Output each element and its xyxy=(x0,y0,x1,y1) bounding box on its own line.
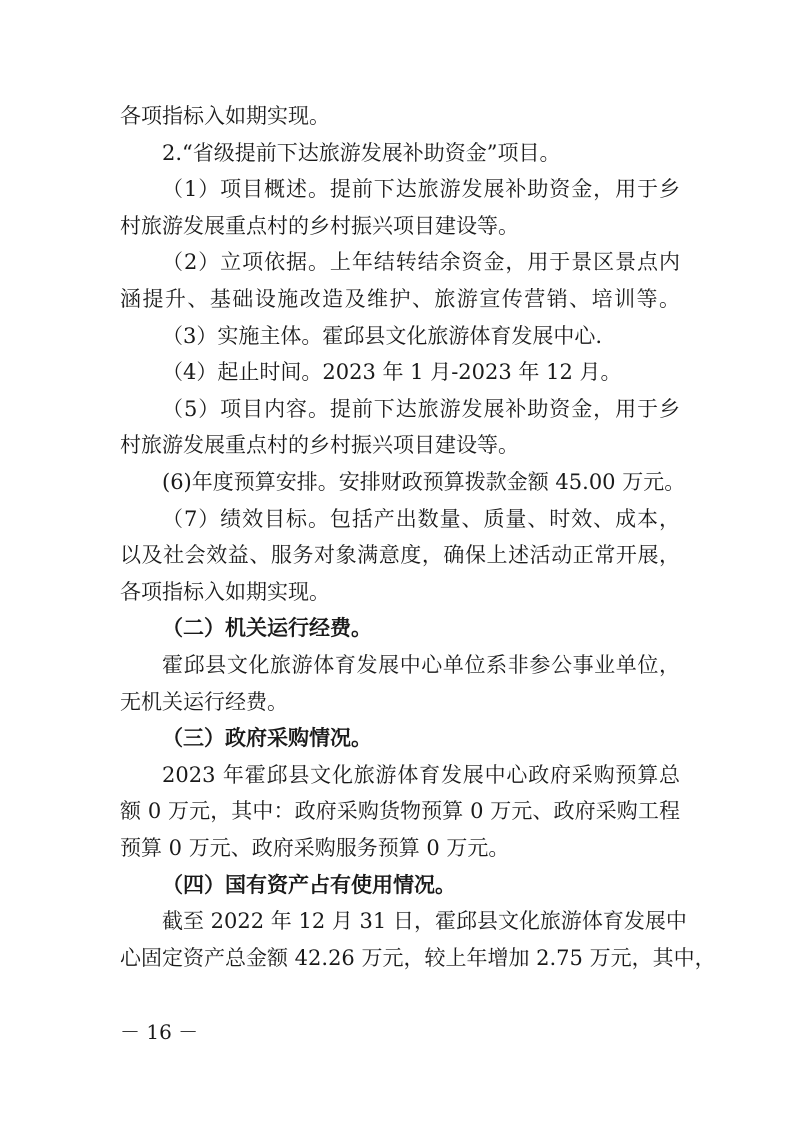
text-line: 截至 2022 年 12 月 31 日，霍邱县文化旅游体育发展中 xyxy=(162,909,687,934)
text-line: 村旅游发展重点村的乡村振兴项目建设等。 xyxy=(120,433,519,458)
text-line: （1）项目概述。提前下达旅游发展补助资金，用于乡 xyxy=(162,177,680,202)
text-line: 霍邱县文化旅游体育发展中心单位系非参公事业单位， xyxy=(162,653,680,677)
text-line: （3）实施主体。霍邱县文化旅游体育发展中心. xyxy=(162,323,603,348)
text-line: 额 0 万元，其中：政府采购货物预算 0 万元、政府采购工程 xyxy=(120,799,680,824)
text-line: 各项指标入如期实现。 xyxy=(120,104,330,128)
page-number: － 16 － xyxy=(120,1020,199,1044)
text-line: 无机关运行经费。 xyxy=(120,689,288,714)
section-heading: （四）国有资产占有使用情况。 xyxy=(162,872,456,897)
text-line: （2）立项依据。上年结转结余资金，用于景区景点内 xyxy=(162,250,680,275)
text-line: （5）项目内容。提前下达旅游发展补助资金，用于乡 xyxy=(162,396,680,421)
text-line: 村旅游发展重点村的乡村振兴项目建设等。 xyxy=(120,213,519,238)
section-heading: （三）政府采购情况。 xyxy=(162,726,372,751)
text-line: 预算 0 万元、政府采购服务预算 0 万元。 xyxy=(120,836,510,860)
text-line: （4）起止时间。2023 年 1 月-2023 年 12 月。 xyxy=(162,360,622,385)
section-heading: （二）机关运行经费。 xyxy=(162,616,372,641)
text-line: （7）绩效目标。包括产出数量、质量、时效、成本， xyxy=(162,506,680,531)
text-line: 2023 年霍邱县文化旅游体育发展中心政府采购预算总 xyxy=(162,762,680,787)
text-line: 以及社会效益、服务对象满意度，确保上述活动正常开展， xyxy=(120,543,680,568)
text-line: 各项指标入如期实现。 xyxy=(120,579,330,604)
text-line: 涵提升、基础设施改造及维护、旅游宣传营销、培训等。 xyxy=(120,287,680,311)
text-line: 2.“省级提前下达旅游发展补助资金”项目。 xyxy=(162,140,561,165)
text-line: 心固定资产总金额 42.26 万元，较上年增加 2.75 万元，其中， xyxy=(120,945,716,970)
text-line: (6)年度预算安排。安排财政预算拨款金额 45.00 万元。 xyxy=(162,470,686,494)
